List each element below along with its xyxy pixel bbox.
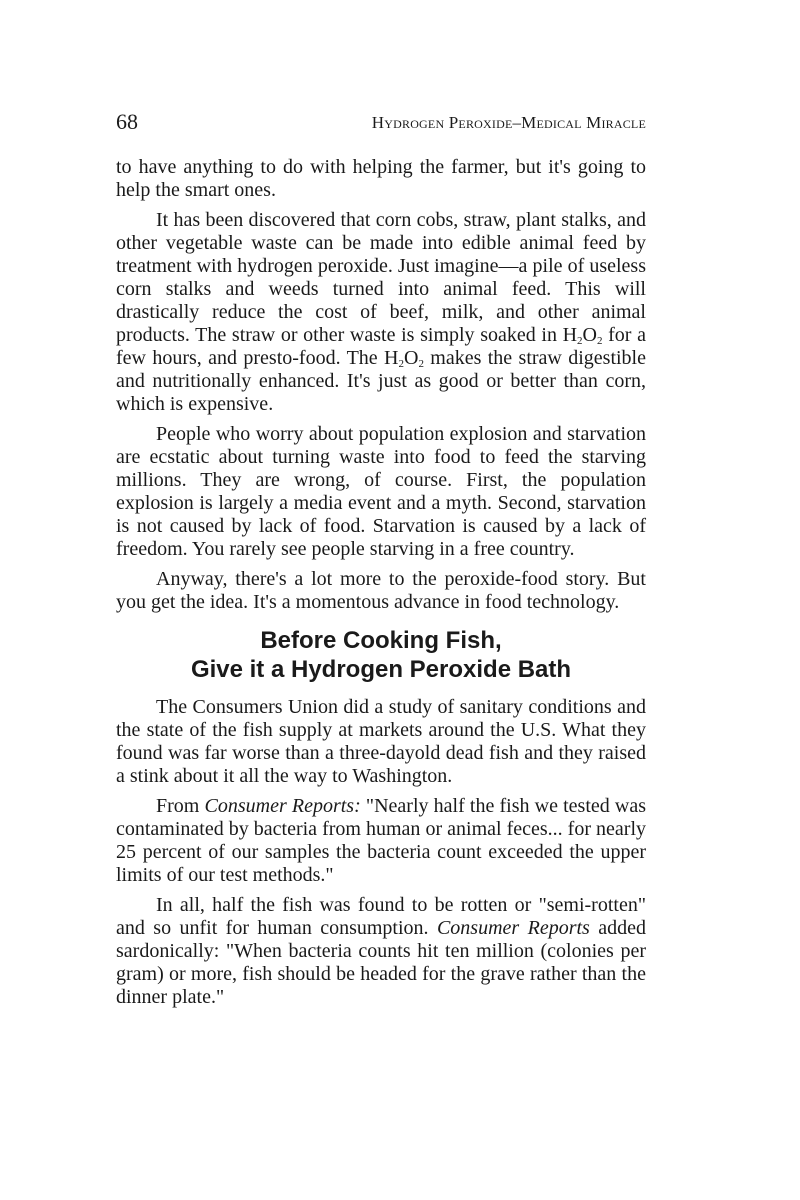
paragraph-consumer-reports-quote xyxy=(116,795,646,887)
paragraph-text: It has been discovered that corn cobs, straw, plant stalks, and other vegetable waste can be made into edible animal feed by treatment with hydrogen peroxide. Just imagine—a pile of useless corn stalks and weeds turned into animal feed. This will drastically reduce the cost of beef, milk, and other animal products. The straw or other waste is simply soaked in xyxy=(116,209,646,346)
paragraph-animal-feed xyxy=(116,209,646,416)
citation-consumer-reports: Consumer Reports: xyxy=(204,795,361,817)
formula-h2o2: $H_2O_2$ xyxy=(562,324,603,347)
paragraph-text: added sardonically: "When bacteria counts hit ten million (colonies per gram) or more, fish should be headed for the grave rather than the dinner plate." xyxy=(116,917,646,1008)
paragraph-text: "Nearly half the fish we tested was contaminated by bacteria from human or animal feces... for nearly 25 percent of our samples the bacteria count exceeded the upper limits of our test methods." xyxy=(116,795,647,886)
paragraph-text: for a few hours, and presto-food. The xyxy=(116,324,646,369)
section-heading-line1: Before Cooking Fish, xyxy=(260,627,502,654)
section-heading xyxy=(116,626,646,684)
paragraph-continuation: to have anything to do with helping the farmer, but it's going to help the smart ones. xyxy=(116,156,646,201)
paragraph-text: In all, half the fish was found to be rotten or "semi-rotten" and so unfit for human consumption. xyxy=(116,894,646,939)
section-heading-line2: Give it a Hydrogen Peroxide Bath xyxy=(190,656,572,683)
body-text xyxy=(116,156,646,1016)
page-number: 68 xyxy=(116,109,138,134)
paragraph-peroxide-food: Anyway, there's a lot more to the peroxide-food story. But you get the idea. It's a momentous advance in food technology. xyxy=(116,568,646,613)
running-head xyxy=(116,108,646,136)
paragraph-population: People who worry about population explosion and starvation are ecstatic about turning waste into food to feed the starving millions. They are wrong, of course. First, the population explosion is largely a media event and a myth. Second, starvation is not caused by lack of food. Starvation is caused by a lack of freedom. You rarely see people starving in a free country. xyxy=(116,423,646,560)
formula-h2o2: $H_2O_2$ xyxy=(384,347,424,370)
paragraph-text: From xyxy=(156,795,205,817)
paragraph-rotten-fish xyxy=(116,894,646,1009)
book-page xyxy=(116,0,646,1200)
paragraph-text: makes the straw digestible and nutritionally enhanced. It's just as good or better than corn, which is expensive. xyxy=(116,347,646,415)
paragraph-consumers-union: The Consumers Union did a study of sanitary conditions and the state of the fish supply at markets around the U.S. What they found was far worse than a three-dayold dead fish and they raised a stink about it all the way to Washington. xyxy=(116,696,646,787)
running-title: Hydrogen Peroxide–Medical Miracle xyxy=(371,113,646,132)
citation-consumer-reports: Consumer Reports xyxy=(436,917,590,939)
